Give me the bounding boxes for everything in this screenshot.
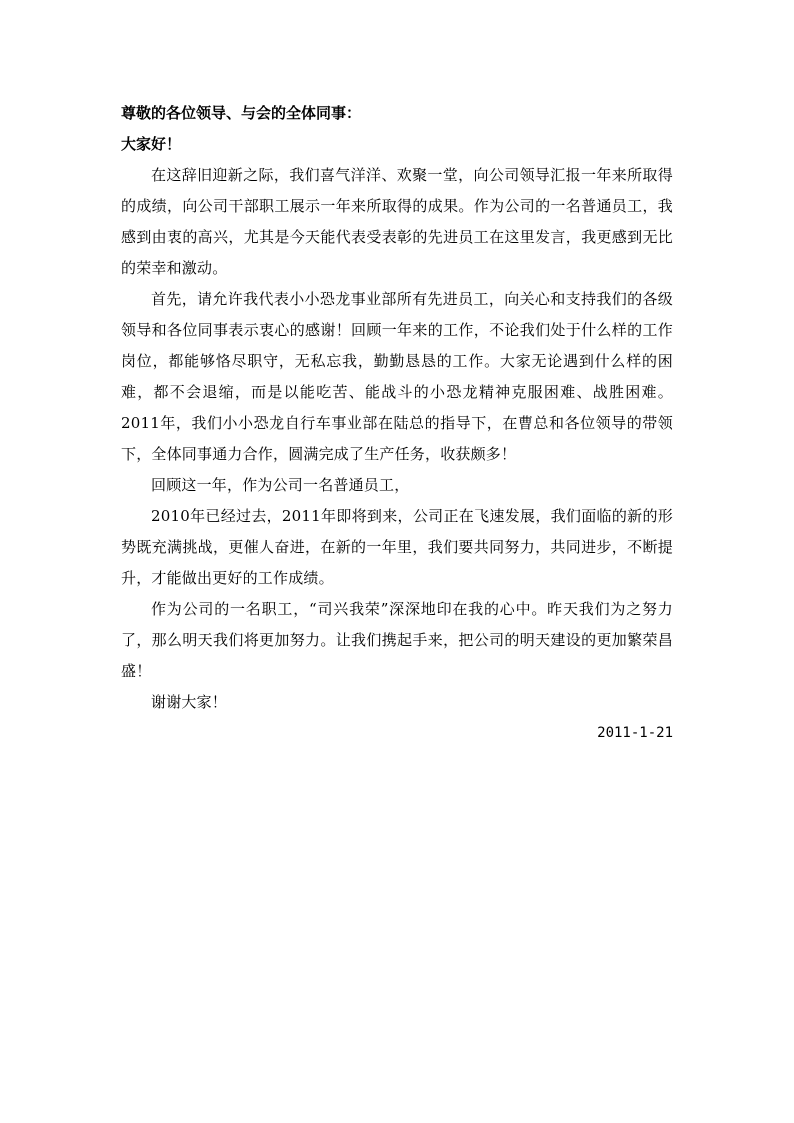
salutation: 尊敬的各位领导、与会的全体同事： (121, 104, 362, 122)
paragraph-opening: 在这辞旧迎新之际，我们喜气洋洋、欢聚一堂，向公司领导汇报一年来所取得的成绩，向公司干部职工展示一年来所取得的成果。作为公司的一名普通员工，我感到由衷的高兴，尤其是今天能代表受表彰的先进员工在这里发言，我更感到无比的荣幸和激动。 (121, 166, 673, 277)
paragraph-thanks: 首先，请允许我代表小小恐龙事业部所有先进员工，向关心和支持我们的各级领导和各位同事表示衷心的感谢！回顾一年来的工作，不论我们处于什么样的工作岗位，都能够恪尽职守，无私忘我，勤勤恳恳的工作。大家无论遇到什么样的困难，都不会退缩，而是以能吃苦、能战斗的小恐龙精神克服困难、战胜困难。2011年，我们小小恐龙自行车事业部在陆总的指导下，在曹总和各位领导的带领下，全体同事通力合作，圆满完成了生产任务，收获颇多！ (121, 290, 673, 463)
paragraph-thank-you: 谢谢大家！ (151, 693, 228, 711)
greeting: 大家好！ (121, 135, 182, 153)
speech-body (121, 98, 673, 749)
document-date: 2011-1-21 (597, 725, 673, 741)
paragraph-closing: 作为公司的一名职工，“司兴我荣”深深地印在我的心中。昨天我们为之努力了，那么明天我们将更加努力。让我们携起手来，把公司的明天建设的更加繁荣昌盛！ (121, 600, 673, 680)
paragraph-outlook: 2010年已经过去，2011年即将到来，公司正在飞速发展，我们面临的新的形势既充满挑战，更催人奋进，在新的一年里，我们要共同努力，共同进步，不断提升，才能做出更好的工作成绩。 (121, 507, 673, 587)
paragraph-review: 回顾这一年，作为公司一名普通员工， (151, 476, 410, 494)
